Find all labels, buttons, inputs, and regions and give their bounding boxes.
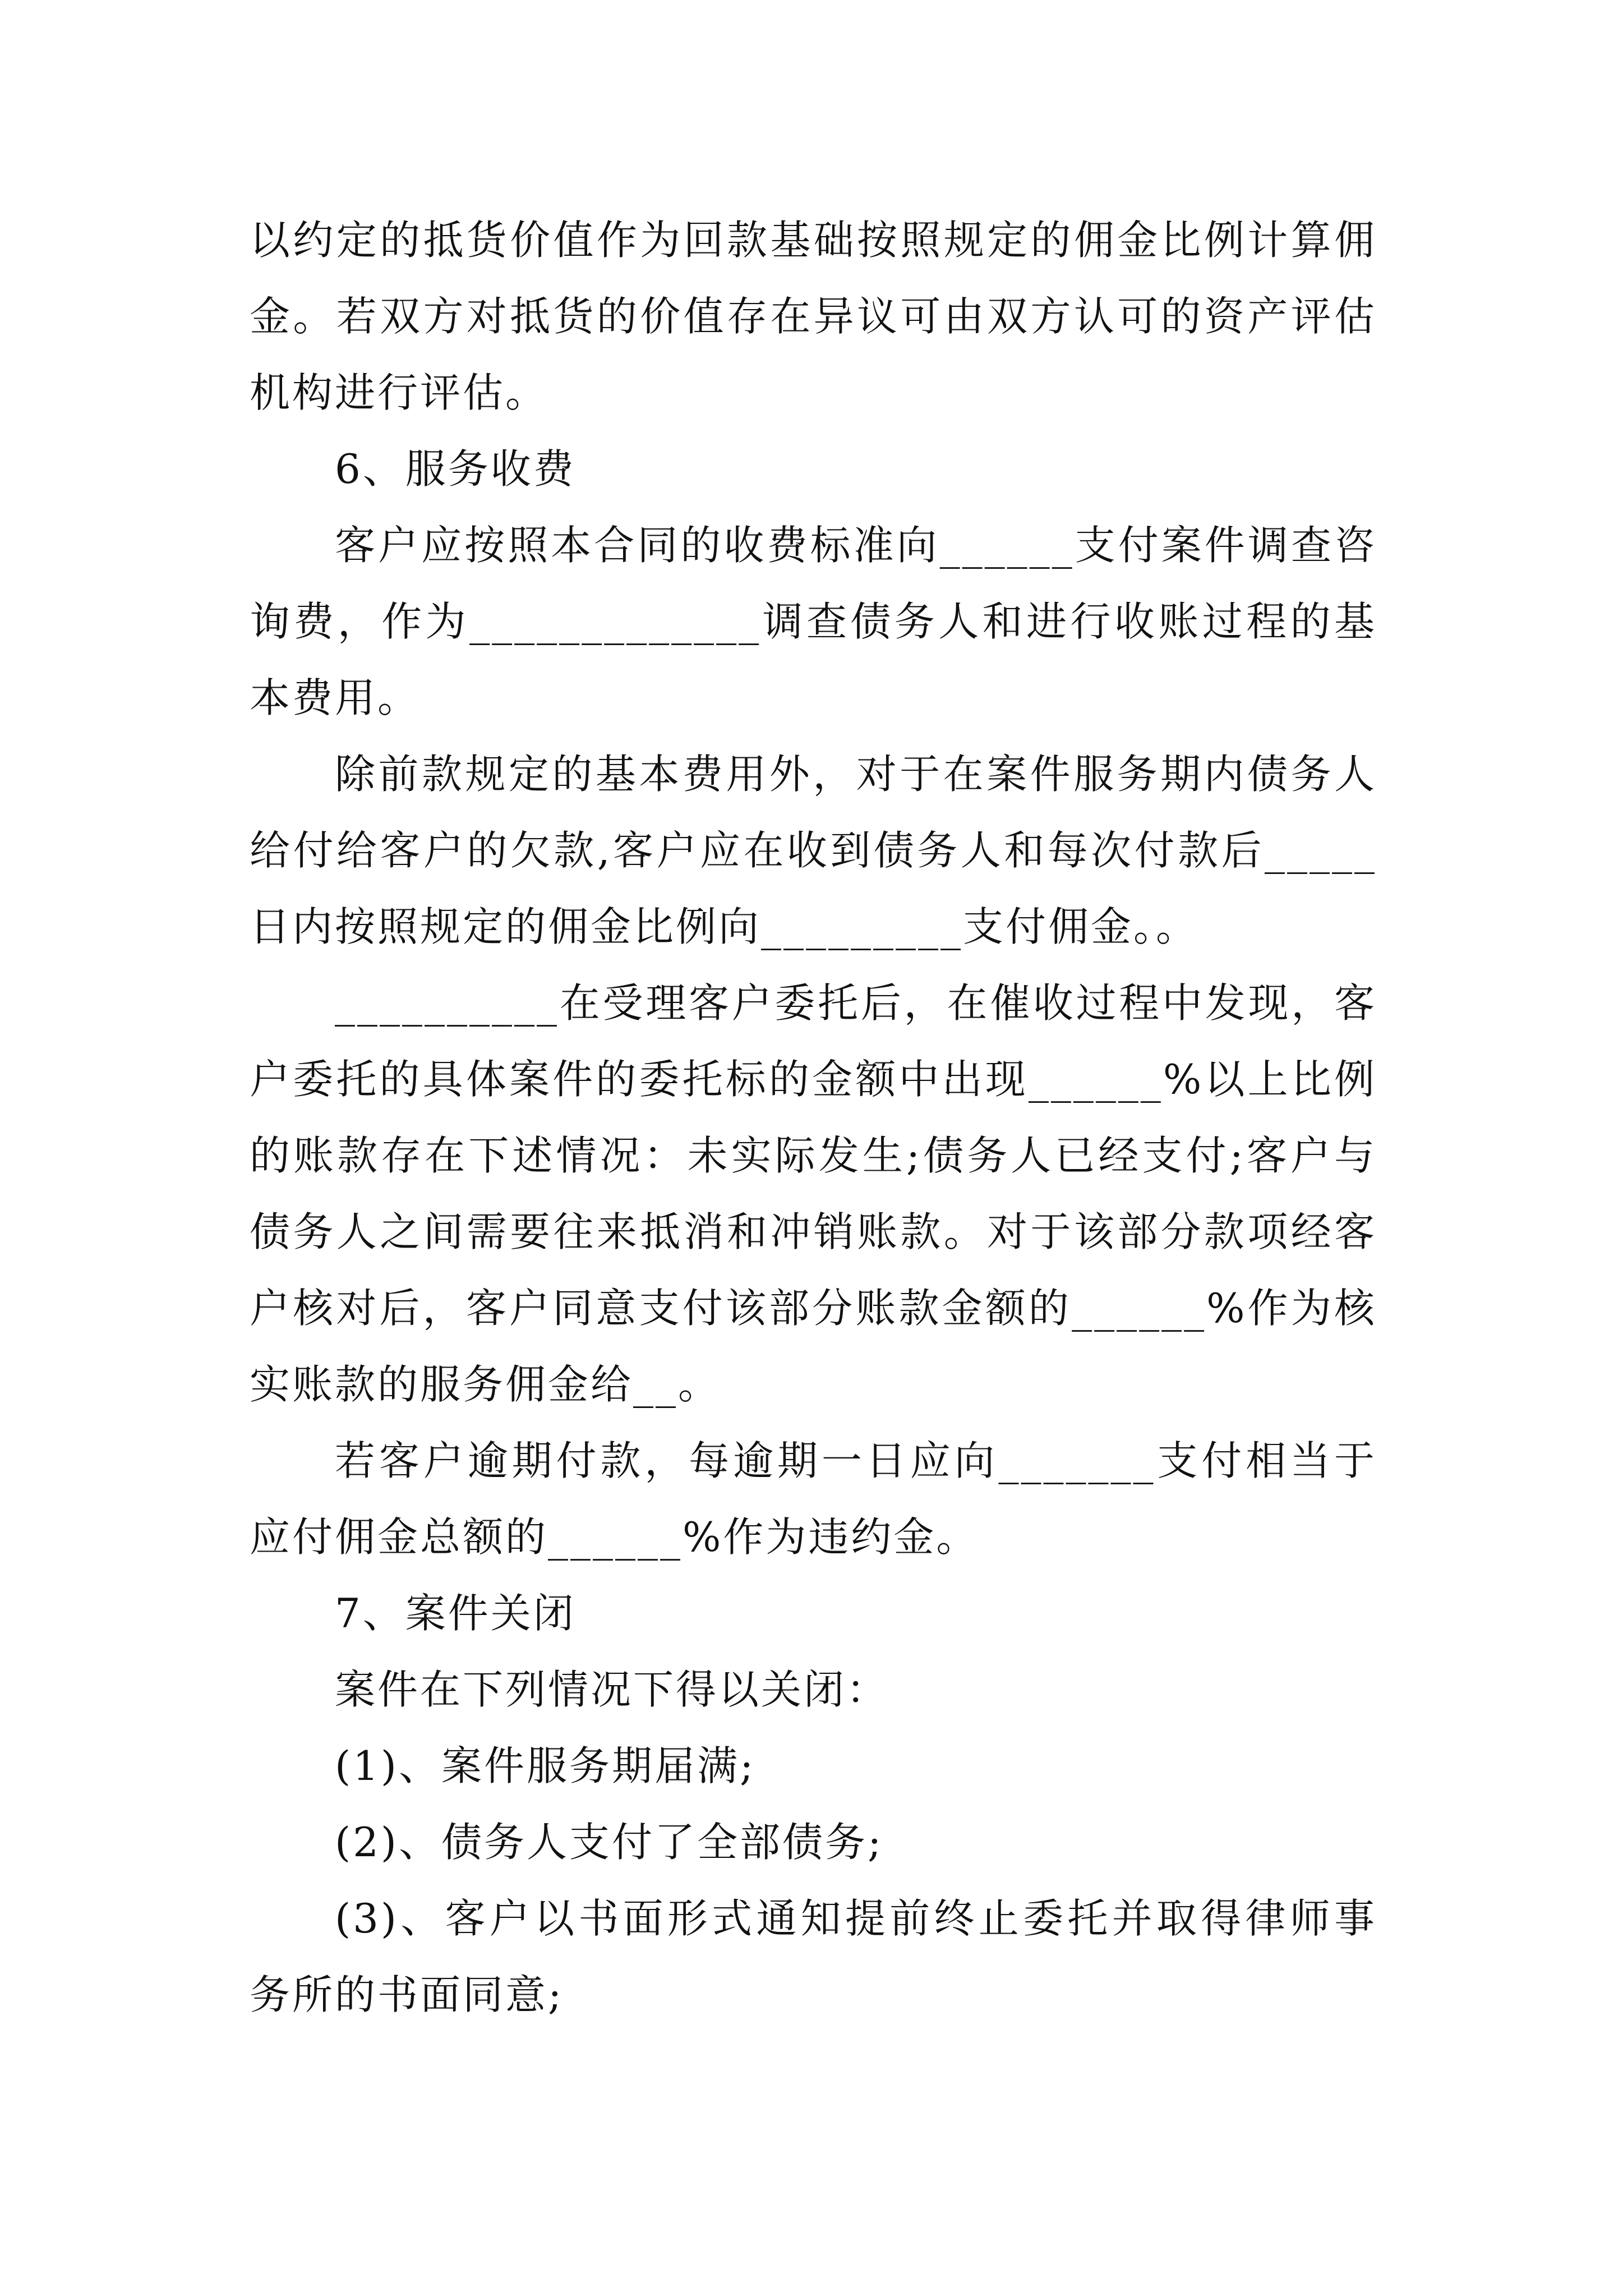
paragraph-closure-conditions: 案件在下列情况下得以关闭： — [335, 1666, 889, 1713]
paragraph-consulting-fee: 客户应按照本合同的收费标准向______支付案件调查咨询费，作为_____________调查债务人和进行收账过程的基本费用。 — [250, 522, 1377, 721]
document-body — [250, 202, 1377, 2033]
list-item-closure-2: (2)、债务人支付了全部债务; — [335, 1819, 884, 1866]
paragraph-commission-basis: 以约定的抵货价值作为回款基础按照规定的佣金比例计算佣金。若双方对抵货的价值存在异议可由双方认可的资产评估机构进行评估。 — [250, 217, 1377, 416]
list-item-closure-1: (1)、案件服务期届满; — [335, 1742, 756, 1789]
section-heading-case-closure: 7、案件关闭 — [335, 1590, 576, 1637]
paragraph-verified-accounts: __________在受理客户委托后，在催收过程中发现，客户委托的具体案件的委托标的金额中出现______%以上比例的账款存在下述情况：未实际发生;债务人已经支付;客户与债务人之间需要往来抵消和冲销账款。对于该部分款项经客户核对后，客户同意支付该部分账款金额的______%作为核实账款的服务佣金给__。 — [250, 979, 1377, 1408]
list-item-closure-3: (3)、客户以书面形式通知提前终止委托并取得律师事务所的书面同意; — [250, 1895, 1377, 2018]
section-heading-service-fee: 6、服务收费 — [335, 445, 576, 493]
paragraph-late-payment: 若客户逾期付款，每逾期一日应向_______支付相当于应付佣金总额的______%作为违约金。 — [250, 1437, 1377, 1561]
paragraph-commission-payment: 除前款规定的基本费用外，对于在案件服务期内债务人给付给客户的欠款,客户应在收到债务人和每次付款后_____日内按照规定的佣金比例向_________支付佣金。。 — [250, 751, 1377, 950]
